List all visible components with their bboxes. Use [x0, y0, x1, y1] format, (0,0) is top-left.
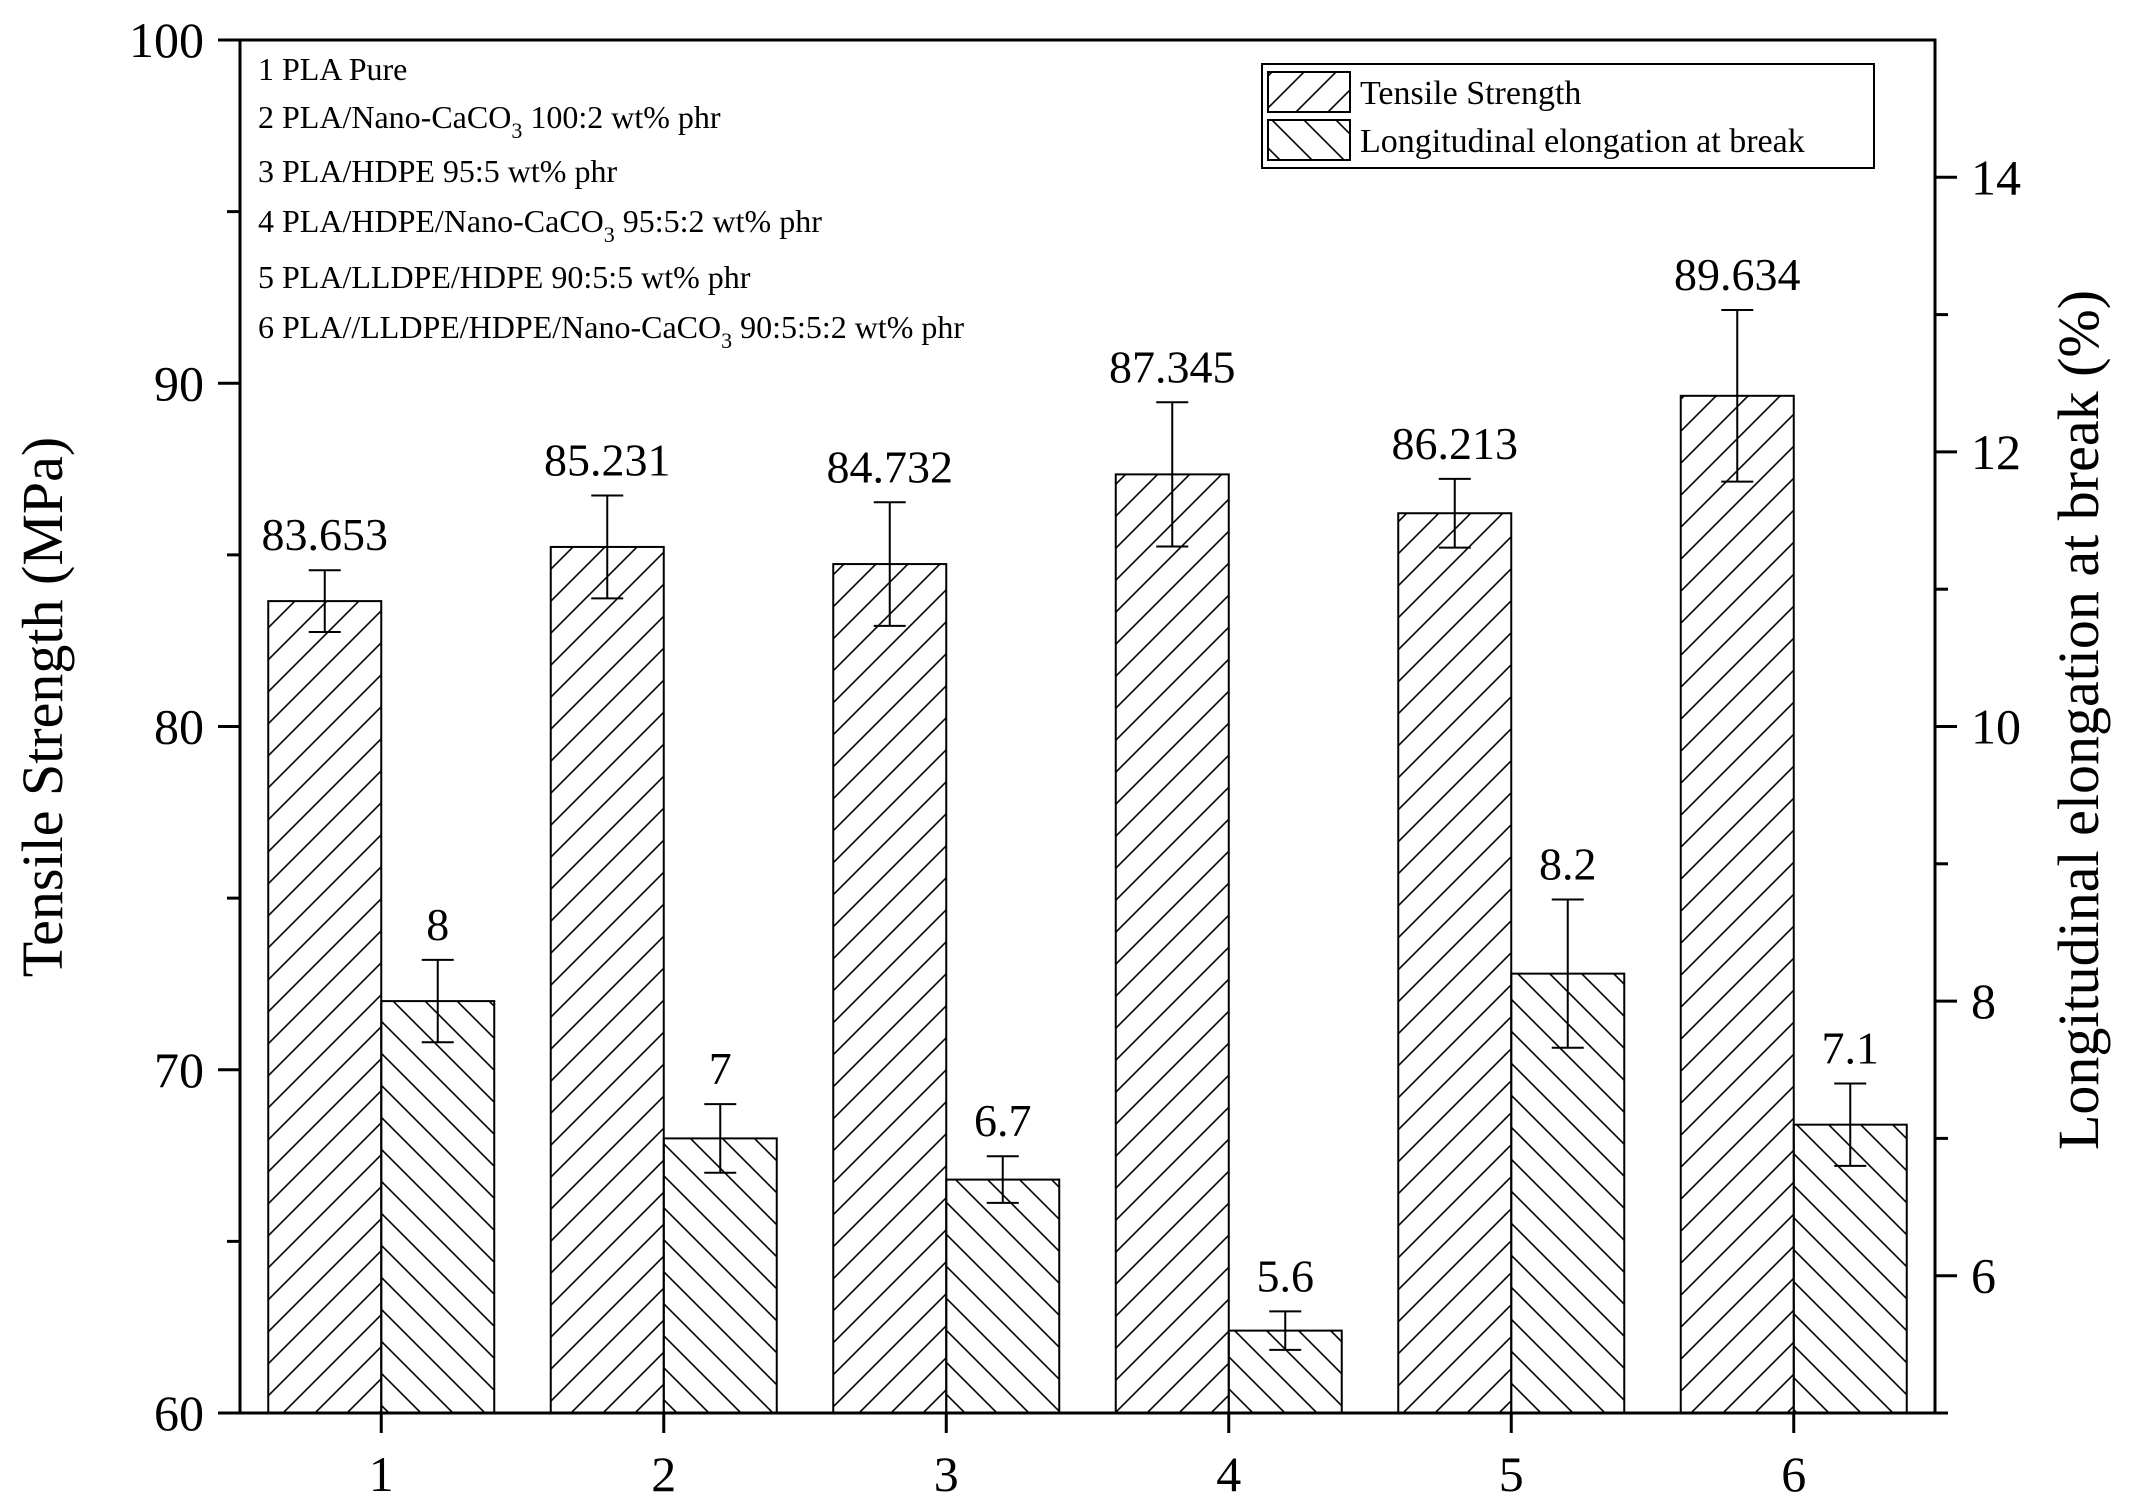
- error-bars: [309, 310, 1867, 1350]
- right-tick-label: 14: [1971, 149, 2021, 206]
- left-tick-label: 60: [154, 1385, 204, 1441]
- right-tick-label: 8: [1971, 973, 1996, 1030]
- data-label-elongation-5: 8.2: [1539, 838, 1597, 890]
- bar-tensile-3: [833, 564, 946, 1413]
- data-label-tensile-6: 89.634: [1674, 249, 1801, 301]
- annotation-sample-2: [258, 99, 721, 143]
- data-label-tensile-2: 85.231: [544, 434, 671, 486]
- legend-label-elongation: Longitudinal elongation at break: [1360, 123, 1805, 160]
- annotation-text-tail: 90:5:5:2 wt% phr: [732, 309, 965, 345]
- bar-elongation-3: [946, 1180, 1059, 1413]
- bar-elongation-1: [381, 1001, 494, 1413]
- legend-swatch-elongation: [1268, 120, 1350, 160]
- legend: [1262, 64, 1874, 168]
- annotation-text: 3 PLA/HDPE 95:5 wt% phr: [258, 153, 618, 189]
- legend-swatch-tensile: [1268, 72, 1350, 112]
- data-label-tensile-3: 84.732: [826, 441, 953, 493]
- annotation-subscript: 3: [603, 222, 615, 247]
- right-axis-ticks: [1935, 149, 2021, 1413]
- data-labels: [262, 249, 1880, 1301]
- annotation-text: 1 PLA Pure: [258, 51, 408, 87]
- annotation-text-tail: 95:5:2 wt% phr: [614, 203, 822, 239]
- bar-tensile-5: [1398, 513, 1511, 1413]
- left-axis-ticks: [129, 12, 240, 1441]
- annotation-sample-4: [258, 203, 822, 247]
- annotation-text: 5 PLA/LLDPE/HDPE 90:5:5 wt% phr: [258, 259, 751, 295]
- bar-elongation-2: [664, 1138, 777, 1413]
- annotation-text-tail: 100:2 wt% phr: [522, 99, 721, 135]
- annotation-sample-1: [258, 51, 407, 87]
- bar-tensile-2: [551, 547, 664, 1413]
- x-tick-label-6: 6: [1781, 1446, 1807, 1500]
- left-tick-label: 90: [154, 355, 204, 412]
- annotation-sample-3: [258, 153, 617, 189]
- legend-label-tensile: Tensile Strength: [1360, 75, 1582, 112]
- right-tick-label: 6: [1971, 1247, 1996, 1304]
- left-tick-label: 100: [129, 12, 204, 68]
- x-tick-label-3: 3: [933, 1446, 959, 1500]
- sample-annotations: [258, 51, 964, 353]
- left-axis-title: Tensile Strength (MPa): [10, 436, 75, 978]
- left-tick-label: 70: [154, 1041, 204, 1098]
- data-label-tensile-1: 83.653: [261, 509, 388, 561]
- data-label-tensile-4: 87.345: [1109, 341, 1236, 393]
- right-tick-label: 12: [1971, 423, 2021, 480]
- annotation-subscript: 3: [511, 118, 523, 143]
- annotation-text: 2 PLA/Nano-CaCO: [258, 99, 512, 135]
- x-tick-label-4: 4: [1216, 1446, 1242, 1500]
- data-label-elongation-4: 5.6: [1256, 1250, 1314, 1302]
- data-label-elongation-1: 8: [426, 898, 450, 950]
- x-tick-label-1: 1: [368, 1446, 394, 1500]
- annotation-subscript: 3: [721, 328, 733, 353]
- annotation-text: 4 PLA/HDPE/Nano-CaCO: [258, 203, 604, 239]
- x-axis-ticks: [369, 1413, 1807, 1500]
- data-label-elongation-2: 7: [708, 1043, 732, 1095]
- annotation-text: 6 PLA//LLDPE/HDPE/Nano-CaCO: [258, 309, 722, 345]
- data-label-elongation-3: 6.7: [974, 1095, 1032, 1147]
- x-tick-label-5: 5: [1498, 1446, 1524, 1500]
- x-tick-label-2: 2: [651, 1446, 677, 1500]
- bar-elongation-6: [1794, 1125, 1907, 1413]
- annotation-sample-5: [258, 259, 751, 295]
- annotation-sample-6: [258, 309, 964, 353]
- bar-tensile-6: [1681, 396, 1794, 1413]
- right-tick-label: 10: [1971, 698, 2021, 755]
- data-label-elongation-6: 7.1: [1821, 1022, 1879, 1074]
- bar-tensile-1: [268, 601, 381, 1413]
- right-axis-title: Longitudinal elongation at break (%): [2046, 289, 2111, 1151]
- bars: [268, 396, 1907, 1413]
- data-label-tensile-5: 86.213: [1391, 417, 1518, 469]
- bar-tensile-4: [1116, 474, 1229, 1413]
- left-tick-label: 80: [154, 698, 204, 755]
